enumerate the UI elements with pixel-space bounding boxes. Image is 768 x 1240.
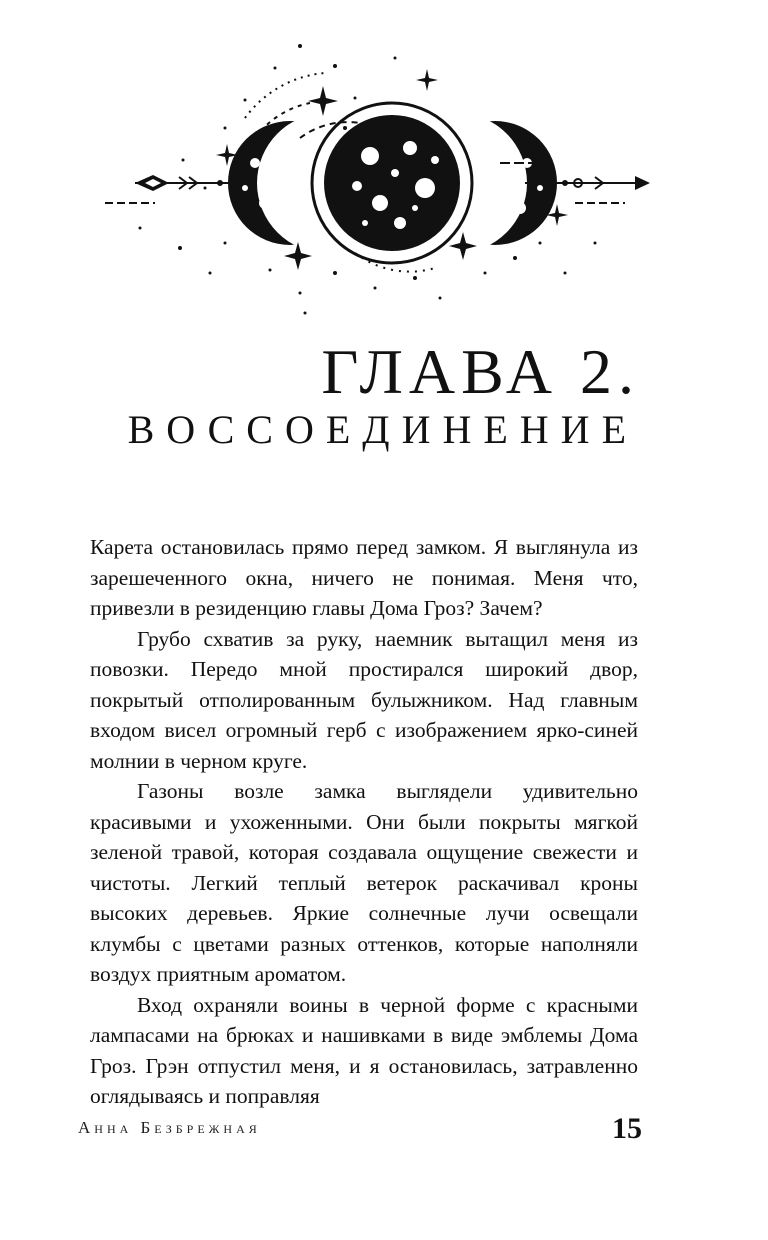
triple-moon-icon xyxy=(95,38,675,318)
paragraph: Вход охраняли воины в черной форме с красными лампасами на брюках и нашивками в виде эмблемы Дома Гроз. Грэн отпустил меня, и я остановилась, затравленно оглядываясь и поправляя xyxy=(90,992,638,1108)
page-number: 15 xyxy=(612,1112,642,1145)
chapter-title: ГЛАВА 2. xyxy=(321,336,640,407)
paragraph: Карета остановилась прямо перед замком. Я выглянула из зарешеченного окна, ничего не понимая. Меня что, привезли в резиденцию главы Дома Гроз? Зачем? xyxy=(90,535,638,620)
footer-author: Анна Безбрежная xyxy=(78,1118,261,1137)
body-text xyxy=(90,532,638,1112)
paragraph: Грубо схватив за руку, наемник вытащил меня из повозки. Передо мной простирался широкий двор, покрытый отполированным булыжником. Над главным входом висел огромный герб с изображением ярко-синей молнии в черном круге. xyxy=(90,626,638,773)
chapter-subtitle: ВОССОЕДИНЕНИЕ xyxy=(127,407,638,452)
paragraph: Газоны возле замка выглядели удивительно красивыми и ухоженными. Они были покрыты мягкой зеленой травой, которая создавала ощущение свежести и чистоты. Легкий теплый ветерок раскачивал кроны высоких деревьев. Яркие солнечные лучи освещали клумбы с цветами разных оттенков, которые наполняли воздух приятным ароматом. xyxy=(90,779,638,986)
